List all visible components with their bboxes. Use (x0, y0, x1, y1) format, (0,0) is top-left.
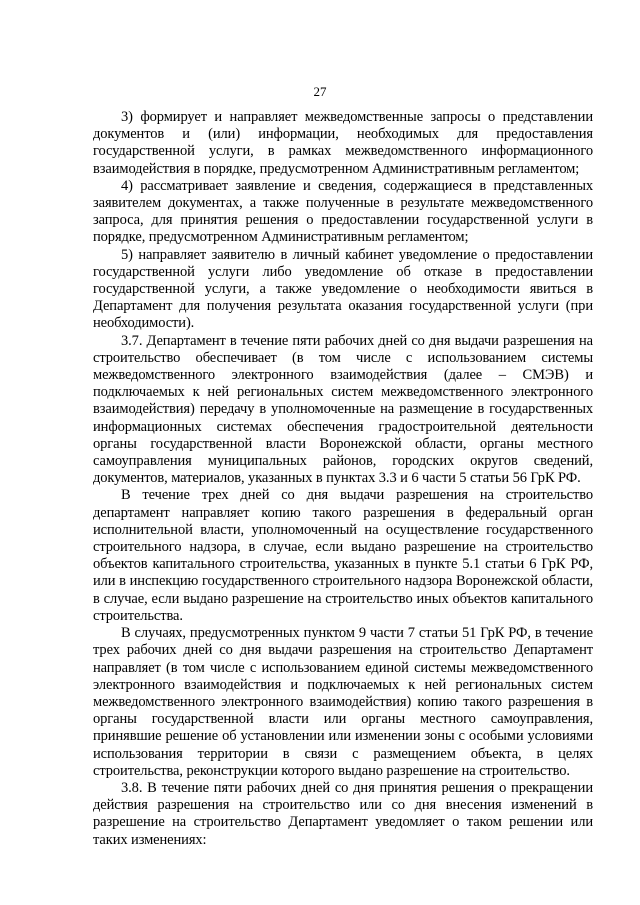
paragraph-item-3: 3) формирует и направляет межведомственные запросы о представлении документов и (или) информации, необходимых для предоставления государственной услуги, в рамках межведомственного информационного взаимодействия в порядке, предусмотренном Административным регламентом; (93, 109, 593, 177)
paragraph-section-3-7: 3.7. Департамент в течение пяти рабочих дней со дня выдачи разрешения на строительство обеспечивает (в том числе с использованием системы межведомственного электронного взаимодействия (далее – СМЭВ) и подключаемых к ней региональных систем межведомственного электронного взаимодействия) передачу в уполномоченные на размещение в государственных информационных системах обеспечения градостроительной деятельности органы государственной власти Воронежской области, органы местного самоуправления муниципальных районов, городских округов сведений, документов, материалов, указанных в пунктах 3.3 и 6 части 5 статьи 56 ГрК РФ. (93, 332, 593, 487)
document-body (93, 109, 593, 849)
paragraph-section-3-8: 3.8. В течение пяти рабочих дней со дня принятия решения о прекращении действия разрешения на строительство или со дня внесения изменений в разрешение на строительство Департамент уведомляет о таком решении или таких изменениях: (93, 779, 593, 848)
paragraph-special-zones: В случаях, предусмотренных пунктом 9 части 7 статьи 51 ГрК РФ, в течение трех рабочих дней со дня выдачи разрешения на строительство Департамент направляет (в том числе с использованием единой системы межведомственного электронного взаимодействия и подключаемых к ней региональных систем межведомственного электронного взаимодействия) копию такого разрешения в органы государственной власти или органы местного самоуправления, принявшие решение об установлении или изменении зоны с особыми условиями использования территории в связи с размещением объекта, в целях строительства, реконструкции которого выдано разрешение на строительство. (93, 625, 593, 779)
paragraph-copy-to-supervision: В течение трех дней со дня выдачи разрешения на строительство департамент направляет копию такого разрешения в федеральный орган исполнительной власти, уполномоченный на осуществление государственного строительного надзора, в случае, если выдано разрешение на строительство объектов капитального строительства, указанных в пункте 5.1 статьи 6 ГрК РФ, или в инспекцию государственного строительного надзора Воронежской области, в случае, если выдано разрешение на строительство иных объектов капитального строительства. (93, 487, 593, 624)
page-number: 27 (313, 84, 327, 99)
paragraph-item-5: 5) направляет заявителю в личный кабинет уведомление о предоставлении государственной услуги либо уведомление об отказе в предоставлении государственной услуги, а также уведомление о необходимости явиться в Департамент для получения результата оказания государственной услуги (при необходимости). (93, 246, 593, 332)
paragraph-item-4: 4) рассматривает заявление и сведения, содержащиеся в представленных заявителем документах, а также полученные в результате межведомственного запроса, для принятия решения о предоставлении государственной услуги в порядке, предусмотренном Административным регламентом; (93, 177, 593, 246)
